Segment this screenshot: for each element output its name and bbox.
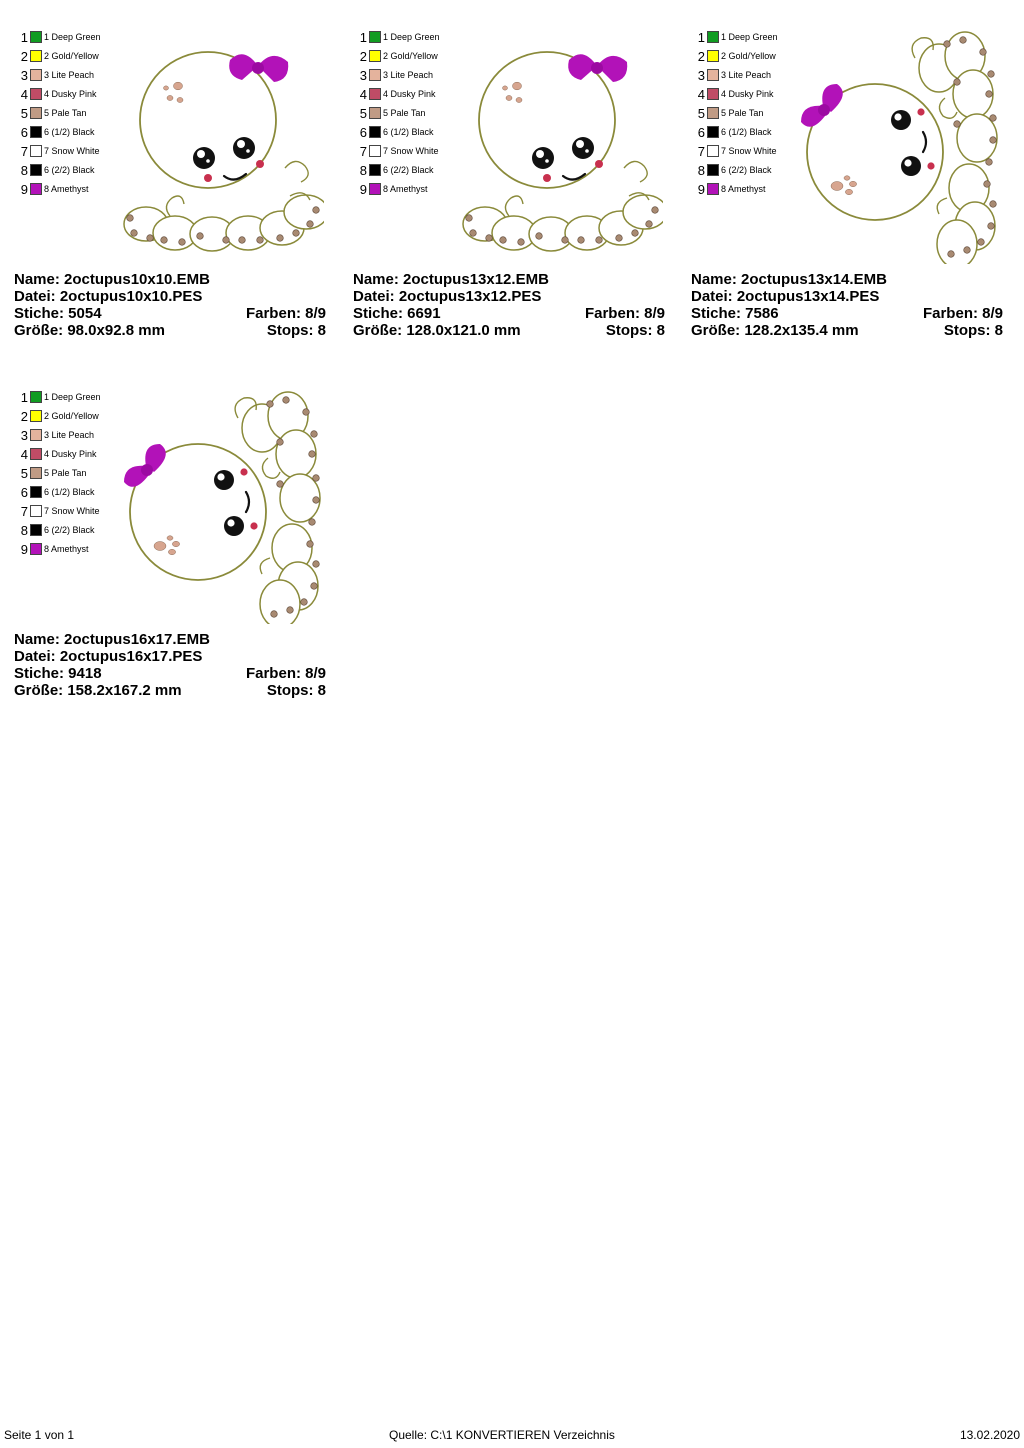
color-swatch bbox=[30, 543, 42, 555]
thread-name: 6 (1/2) Black bbox=[44, 487, 95, 497]
spot bbox=[277, 481, 284, 488]
spot bbox=[309, 451, 316, 458]
spot bbox=[277, 235, 284, 242]
spot bbox=[283, 397, 290, 404]
palette-number: 8 bbox=[20, 163, 28, 178]
stop-count: Stops: 8 bbox=[266, 682, 326, 699]
spot bbox=[486, 235, 493, 242]
spot bbox=[986, 159, 993, 166]
design-card bbox=[14, 388, 326, 718]
palette-row bbox=[18, 28, 128, 47]
octopus-side-icon bbox=[124, 392, 320, 624]
spot bbox=[978, 239, 985, 246]
palette-number: 3 bbox=[697, 68, 705, 83]
spot bbox=[257, 237, 264, 244]
design-size: Größe: 128.0x121.0 mm bbox=[353, 322, 521, 339]
footer-source: Quelle: C:\1 KONVERTIEREN Verzeichnis bbox=[389, 1428, 615, 1442]
eye bbox=[233, 137, 255, 159]
spot bbox=[632, 230, 639, 237]
design-name: Name: 2octupus10x10.EMB bbox=[14, 271, 210, 288]
design-preview bbox=[459, 28, 663, 264]
thread-name: 6 (2/2) Black bbox=[721, 165, 772, 175]
palette-row bbox=[357, 28, 467, 47]
thread-name: 5 Pale Tan bbox=[44, 468, 87, 478]
color-count: Farben: 8/9 bbox=[245, 305, 326, 322]
thread-name: 2 Gold/Yellow bbox=[44, 51, 99, 61]
palette-row bbox=[357, 161, 467, 180]
spot bbox=[500, 237, 507, 244]
spot bbox=[311, 431, 318, 438]
palette-number: 4 bbox=[359, 87, 367, 102]
thread-name: 5 Pale Tan bbox=[721, 108, 764, 118]
spot bbox=[161, 237, 168, 244]
spot bbox=[311, 583, 318, 590]
spot bbox=[303, 409, 310, 416]
spot bbox=[277, 439, 284, 446]
design-info bbox=[691, 271, 1003, 339]
thread-name: 7 Snow White bbox=[44, 506, 100, 516]
palette-row bbox=[18, 521, 128, 540]
thread-name: 6 (1/2) Black bbox=[721, 127, 772, 137]
spot bbox=[960, 37, 967, 44]
palette-row bbox=[695, 180, 805, 199]
palette-number: 7 bbox=[20, 144, 28, 159]
palette-number: 3 bbox=[20, 428, 28, 443]
palette-row bbox=[695, 123, 805, 142]
palette-number: 8 bbox=[359, 163, 367, 178]
design-info bbox=[14, 631, 326, 699]
color-swatch bbox=[707, 69, 719, 81]
color-swatch bbox=[369, 126, 381, 138]
spot bbox=[313, 207, 320, 214]
color-swatch bbox=[707, 183, 719, 195]
palette-number: 9 bbox=[359, 182, 367, 197]
thread-name: 4 Dusky Pink bbox=[383, 89, 436, 99]
color-count: Farben: 8/9 bbox=[245, 665, 326, 682]
spot bbox=[470, 230, 477, 237]
spot bbox=[578, 237, 585, 244]
spot bbox=[990, 115, 997, 122]
spot bbox=[984, 181, 991, 188]
spot bbox=[197, 233, 204, 240]
thread-name: 4 Dusky Pink bbox=[721, 89, 774, 99]
stitch-count: Stiche: 7586 bbox=[691, 305, 779, 322]
eye bbox=[532, 147, 554, 169]
design-size: Größe: 128.2x135.4 mm bbox=[691, 322, 859, 339]
color-swatch bbox=[30, 126, 42, 138]
palette-row bbox=[18, 123, 128, 142]
palette-row bbox=[695, 104, 805, 123]
palette-row bbox=[695, 47, 805, 66]
color-swatch bbox=[30, 429, 42, 441]
design-card bbox=[691, 28, 1003, 358]
thread-name: 3 Lite Peach bbox=[383, 70, 434, 80]
palette-number: 1 bbox=[20, 390, 28, 405]
thread-name: 1 Deep Green bbox=[721, 32, 778, 42]
palette-number: 1 bbox=[359, 30, 367, 45]
palette-number: 6 bbox=[359, 125, 367, 140]
palette-number: 8 bbox=[697, 163, 705, 178]
design-size: Größe: 158.2x167.2 mm bbox=[14, 682, 182, 699]
spot bbox=[518, 239, 525, 246]
thread-palette bbox=[18, 28, 128, 199]
spot bbox=[307, 221, 314, 228]
thread-name: 7 Snow White bbox=[721, 146, 777, 156]
thread-name: 6 (2/2) Black bbox=[44, 525, 95, 535]
thread-name: 8 Amethyst bbox=[44, 544, 89, 554]
stop-count: Stops: 8 bbox=[943, 322, 1003, 339]
color-swatch bbox=[30, 410, 42, 422]
design-preview bbox=[120, 28, 324, 264]
palette-number: 7 bbox=[697, 144, 705, 159]
design-size: Größe: 98.0x92.8 mm bbox=[14, 322, 165, 339]
palette-row bbox=[18, 407, 128, 426]
palette-row bbox=[695, 85, 805, 104]
thread-name: 8 Amethyst bbox=[721, 184, 766, 194]
design-preview bbox=[120, 388, 324, 624]
palette-row bbox=[357, 47, 467, 66]
palette-row bbox=[357, 85, 467, 104]
spot bbox=[990, 201, 997, 208]
palette-row bbox=[695, 142, 805, 161]
palette-number: 7 bbox=[359, 144, 367, 159]
color-count: Farben: 8/9 bbox=[584, 305, 665, 322]
palette-number: 5 bbox=[359, 106, 367, 121]
spot bbox=[313, 561, 320, 568]
design-card bbox=[353, 28, 665, 358]
footer-page: Seite 1 von 1 bbox=[4, 1428, 75, 1442]
color-swatch bbox=[707, 126, 719, 138]
thread-name: 5 Pale Tan bbox=[383, 108, 426, 118]
color-swatch bbox=[30, 391, 42, 403]
color-swatch bbox=[30, 448, 42, 460]
palette-number: 4 bbox=[697, 87, 705, 102]
palette-row bbox=[695, 66, 805, 85]
footer-date: 13.02.2020 bbox=[959, 1428, 1020, 1442]
thread-name: 2 Gold/Yellow bbox=[721, 51, 776, 61]
palette-number: 6 bbox=[20, 125, 28, 140]
spot bbox=[271, 611, 278, 618]
palette-row bbox=[18, 464, 128, 483]
palette-row bbox=[18, 161, 128, 180]
eye bbox=[901, 156, 921, 176]
thread-palette bbox=[357, 28, 467, 199]
thread-palette bbox=[695, 28, 805, 199]
spot bbox=[988, 223, 995, 230]
color-swatch bbox=[369, 145, 381, 157]
stitch-count: Stiche: 5054 bbox=[14, 305, 102, 322]
stop-count: Stops: 8 bbox=[605, 322, 665, 339]
thread-name: 6 (2/2) Black bbox=[383, 165, 434, 175]
spot bbox=[293, 230, 300, 237]
octopus-front-icon bbox=[463, 52, 663, 251]
palette-number: 3 bbox=[359, 68, 367, 83]
palette-number: 1 bbox=[697, 30, 705, 45]
spot bbox=[223, 237, 230, 244]
palette-number: 8 bbox=[20, 523, 28, 538]
color-swatch bbox=[707, 145, 719, 157]
spot bbox=[944, 41, 951, 48]
palette-row bbox=[18, 66, 128, 85]
palette-number: 5 bbox=[697, 106, 705, 121]
thread-name: 2 Gold/Yellow bbox=[383, 51, 438, 61]
color-swatch bbox=[369, 50, 381, 62]
color-swatch bbox=[369, 183, 381, 195]
thread-name: 4 Dusky Pink bbox=[44, 89, 97, 99]
design-file: Datei: 2octupus16x17.PES bbox=[14, 648, 203, 665]
spot bbox=[562, 237, 569, 244]
palette-row bbox=[18, 483, 128, 502]
spot bbox=[313, 497, 320, 504]
color-swatch bbox=[30, 50, 42, 62]
color-swatch bbox=[707, 107, 719, 119]
design-name: Name: 2octupus16x17.EMB bbox=[14, 631, 210, 648]
thread-name: 6 (2/2) Black bbox=[44, 165, 95, 175]
palette-number: 2 bbox=[20, 49, 28, 64]
palette-row bbox=[18, 142, 128, 161]
color-swatch bbox=[369, 88, 381, 100]
tentacle bbox=[937, 220, 977, 264]
palette-number: 2 bbox=[697, 49, 705, 64]
palette-row bbox=[18, 104, 128, 123]
palette-row bbox=[357, 104, 467, 123]
thread-name: 4 Dusky Pink bbox=[44, 449, 97, 459]
color-swatch bbox=[30, 164, 42, 176]
design-file: Datei: 2octupus10x10.PES bbox=[14, 288, 203, 305]
thread-name: 6 (1/2) Black bbox=[383, 127, 434, 137]
palette-row bbox=[18, 47, 128, 66]
spot bbox=[954, 121, 961, 128]
tentacle bbox=[260, 580, 300, 624]
color-swatch bbox=[707, 164, 719, 176]
color-swatch bbox=[30, 486, 42, 498]
stitch-count: Stiche: 6691 bbox=[353, 305, 441, 322]
palette-number: 3 bbox=[20, 68, 28, 83]
spot bbox=[179, 239, 186, 246]
thread-name: 2 Gold/Yellow bbox=[44, 411, 99, 421]
color-swatch bbox=[30, 145, 42, 157]
stitch-count: Stiche: 9418 bbox=[14, 665, 102, 682]
palette-number: 9 bbox=[20, 542, 28, 557]
spot bbox=[652, 207, 659, 214]
spot bbox=[131, 230, 138, 237]
eye bbox=[572, 137, 594, 159]
spot bbox=[127, 215, 134, 222]
palette-row bbox=[18, 540, 128, 559]
palette-number: 6 bbox=[20, 485, 28, 500]
thread-palette bbox=[18, 388, 128, 559]
palette-row bbox=[357, 66, 467, 85]
palette-number: 2 bbox=[359, 49, 367, 64]
color-swatch bbox=[30, 88, 42, 100]
thread-name: 6 (1/2) Black bbox=[44, 127, 95, 137]
palette-row bbox=[18, 85, 128, 104]
design-file: Datei: 2octupus13x14.PES bbox=[691, 288, 880, 305]
design-info bbox=[353, 271, 665, 339]
palette-number: 5 bbox=[20, 466, 28, 481]
design-name: Name: 2octupus13x14.EMB bbox=[691, 271, 887, 288]
palette-number: 2 bbox=[20, 409, 28, 424]
spot bbox=[964, 247, 971, 254]
thread-name: 8 Amethyst bbox=[44, 184, 89, 194]
color-swatch bbox=[30, 107, 42, 119]
palette-row bbox=[357, 123, 467, 142]
thread-name: 1 Deep Green bbox=[383, 32, 440, 42]
design-file: Datei: 2octupus13x12.PES bbox=[353, 288, 542, 305]
thread-name: 1 Deep Green bbox=[44, 32, 101, 42]
spot bbox=[301, 599, 308, 606]
spot bbox=[954, 79, 961, 86]
thread-name: 5 Pale Tan bbox=[44, 108, 87, 118]
spot bbox=[147, 235, 154, 242]
spot bbox=[307, 541, 314, 548]
spot bbox=[287, 607, 294, 614]
octopus-front-icon bbox=[124, 52, 324, 251]
color-swatch bbox=[707, 31, 719, 43]
palette-number: 4 bbox=[20, 447, 28, 462]
color-swatch bbox=[30, 31, 42, 43]
thread-name: 8 Amethyst bbox=[383, 184, 428, 194]
spot bbox=[596, 237, 603, 244]
color-swatch bbox=[369, 31, 381, 43]
color-swatch bbox=[369, 69, 381, 81]
thread-name: 3 Lite Peach bbox=[44, 430, 95, 440]
spot bbox=[980, 49, 987, 56]
spot bbox=[948, 251, 955, 258]
spot bbox=[239, 237, 246, 244]
palette-number: 6 bbox=[697, 125, 705, 140]
eye bbox=[193, 147, 215, 169]
color-swatch bbox=[707, 50, 719, 62]
eye bbox=[891, 110, 911, 130]
palette-number: 9 bbox=[20, 182, 28, 197]
palette-row bbox=[357, 142, 467, 161]
palette-row bbox=[695, 161, 805, 180]
eye bbox=[214, 470, 234, 490]
spot bbox=[313, 475, 320, 482]
octopus-side-icon bbox=[801, 32, 997, 264]
spot bbox=[536, 233, 543, 240]
spot bbox=[990, 137, 997, 144]
palette-row bbox=[18, 445, 128, 464]
color-swatch bbox=[30, 505, 42, 517]
palette-row bbox=[357, 180, 467, 199]
color-count: Farben: 8/9 bbox=[922, 305, 1003, 322]
spot bbox=[466, 215, 473, 222]
palette-number: 9 bbox=[697, 182, 705, 197]
design-name: Name: 2octupus13x12.EMB bbox=[353, 271, 549, 288]
thread-name: 3 Lite Peach bbox=[721, 70, 772, 80]
spot bbox=[616, 235, 623, 242]
stop-count: Stops: 8 bbox=[266, 322, 326, 339]
design-preview bbox=[797, 28, 1001, 264]
palette-number: 5 bbox=[20, 106, 28, 121]
color-swatch bbox=[30, 183, 42, 195]
spot bbox=[986, 91, 993, 98]
thread-name: 7 Snow White bbox=[383, 146, 439, 156]
eye bbox=[224, 516, 244, 536]
palette-number: 7 bbox=[20, 504, 28, 519]
palette-row bbox=[18, 388, 128, 407]
palette-number: 1 bbox=[20, 30, 28, 45]
color-swatch bbox=[30, 69, 42, 81]
design-info bbox=[14, 271, 326, 339]
palette-row bbox=[18, 502, 128, 521]
color-swatch bbox=[369, 164, 381, 176]
design-card bbox=[14, 28, 326, 358]
spot bbox=[309, 519, 316, 526]
thread-name: 7 Snow White bbox=[44, 146, 100, 156]
palette-row bbox=[695, 28, 805, 47]
palette-row bbox=[18, 180, 128, 199]
palette-number: 4 bbox=[20, 87, 28, 102]
spot bbox=[988, 71, 995, 78]
color-swatch bbox=[30, 467, 42, 479]
thread-name: 3 Lite Peach bbox=[44, 70, 95, 80]
color-swatch bbox=[369, 107, 381, 119]
palette-row bbox=[18, 426, 128, 445]
thread-name: 1 Deep Green bbox=[44, 392, 101, 402]
spot bbox=[267, 401, 274, 408]
color-swatch bbox=[30, 524, 42, 536]
spot bbox=[646, 221, 653, 228]
color-swatch bbox=[707, 88, 719, 100]
